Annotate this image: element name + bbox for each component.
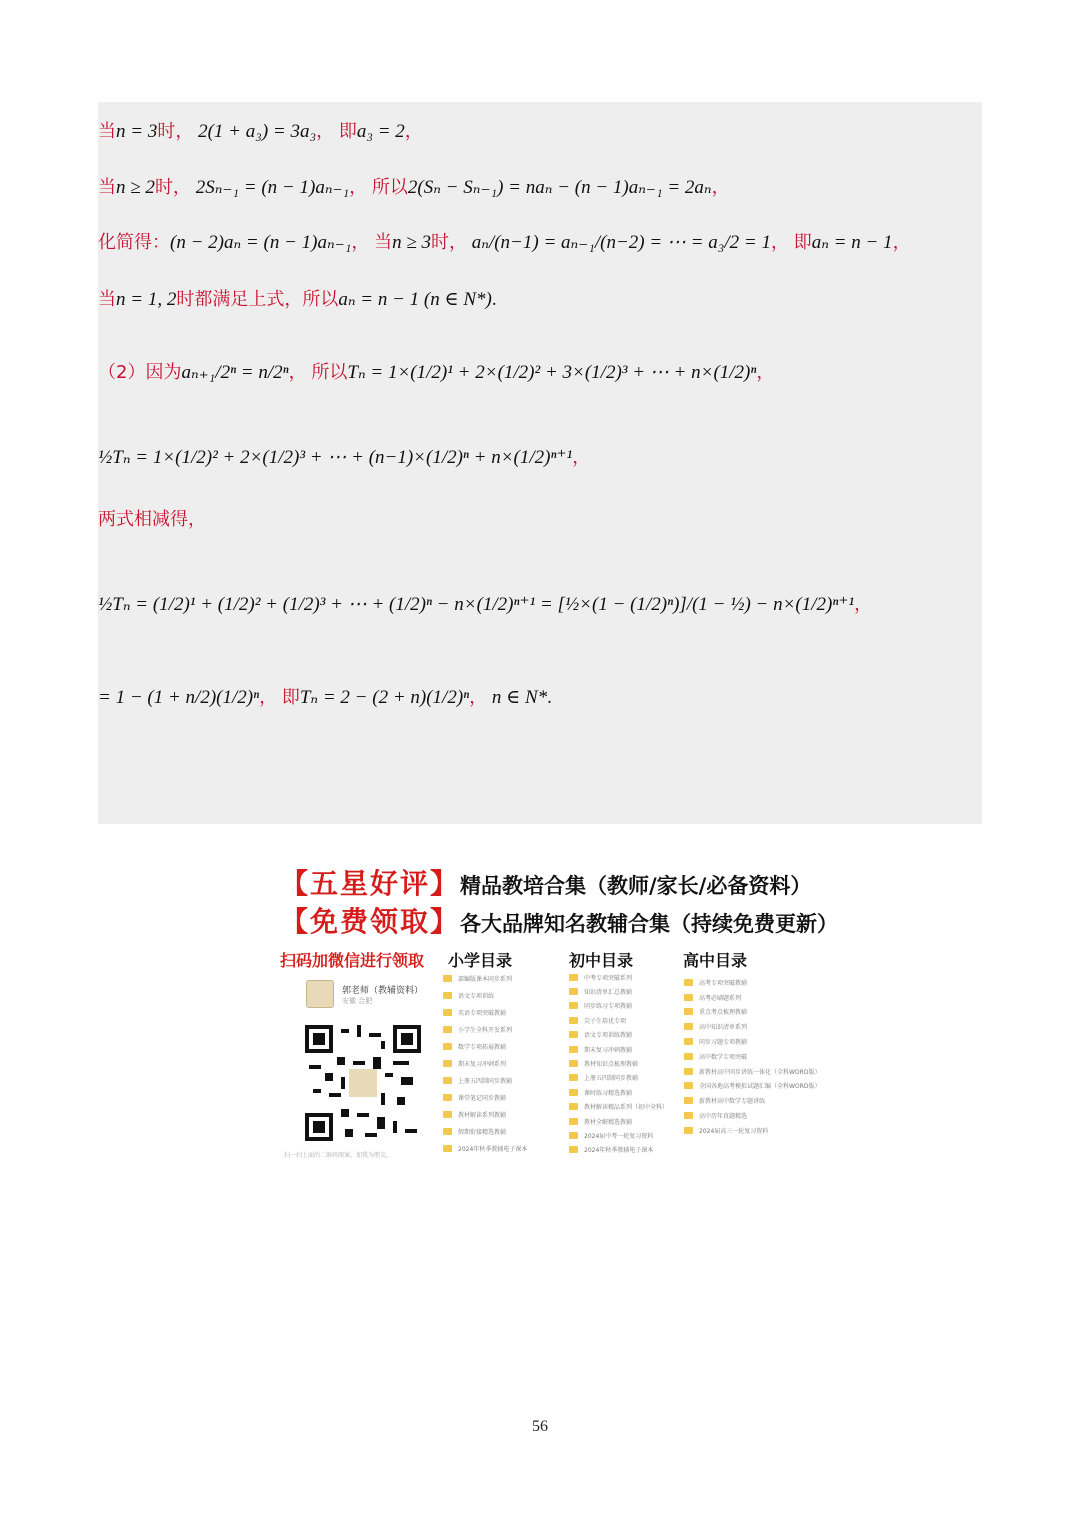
- text-shi: 时，: [157, 121, 194, 142]
- part2-line: [98, 360, 774, 386]
- math-difference-relation: 2(Sₙ − Sₙ₋₁) = naₙ − (n − 1)aₙ₋₁ = 2aₙ: [407, 177, 712, 198]
- folder-label: 同步习题专项教辅: [699, 1039, 748, 1047]
- folder-item[interactable]: [443, 1021, 527, 1038]
- folder-icon: [569, 1132, 578, 1139]
- folder-icon: [569, 988, 578, 995]
- folder-icon: [684, 1082, 693, 1089]
- folder-label: 小学生全科开发系列: [458, 1027, 513, 1034]
- text-shi: 时，: [154, 177, 191, 198]
- advert-brands-text: 各大品牌知名教辅合集（持续免费更新）: [460, 912, 839, 936]
- text-shi: 时，: [431, 232, 467, 253]
- comma: ，: [756, 362, 775, 383]
- folder-item[interactable]: [443, 1089, 527, 1106]
- folder-icon: [443, 1026, 452, 1033]
- simplify-line: [98, 230, 911, 256]
- folder-label: 2024年秋季教辅电子课本: [458, 1146, 528, 1153]
- folder-icon: [443, 1009, 452, 1016]
- math-equation-a3: 2(1 + a₃) = 3a₃: [198, 121, 317, 142]
- folder-item[interactable]: [569, 1143, 668, 1157]
- folder-icon: [443, 992, 452, 999]
- math-geometric-difference: ½Tₙ = (1/2)¹ + (1/2)² + (1/2)³ + ⋯ + (1/2)ⁿ − n×(1/2)ⁿ⁺¹ = [½×(1 − (1/2)ⁿ)]/(1 − ½) − n×(1/2)ⁿ⁺¹: [98, 594, 855, 615]
- folder-item[interactable]: [443, 987, 527, 1004]
- folder-label: 知识清单汇总教辅: [584, 989, 633, 997]
- folder-label: 教材解读精品系列（初中全科）: [584, 1104, 669, 1112]
- folder-item[interactable]: [684, 1049, 820, 1064]
- advert-free-label: 【免费领取】: [280, 905, 461, 938]
- text-dang: 当: [98, 121, 116, 142]
- folder-label: 高考专项突破教辅: [699, 979, 748, 987]
- folder-label: 语文专项训练教辅: [584, 1032, 633, 1040]
- folder-icon: [684, 1053, 693, 1060]
- folder-icon: [443, 1111, 452, 1118]
- folder-item[interactable]: [569, 1028, 668, 1042]
- folder-icon: [569, 1118, 578, 1125]
- advert-collection-text: 精品教培合集（教师/家长/必备资料）: [460, 874, 812, 898]
- comma: ，: [892, 232, 911, 253]
- math-n-eq-1-2: n = 1, 2: [116, 289, 177, 310]
- folder-item[interactable]: [569, 1071, 668, 1085]
- folder-icon: [684, 1097, 693, 1104]
- folder-item[interactable]: [569, 970, 668, 984]
- folder-label: 上册五四制同步教辅: [584, 1075, 639, 1083]
- folder-label: 全国各地高考模拟试题汇编（全科WORD版）: [699, 1083, 821, 1091]
- folder-item[interactable]: [569, 1042, 668, 1056]
- advert-banner: [280, 862, 839, 1162]
- advert-line-2: [280, 900, 838, 940]
- middle-catalog-title: 初中目录: [569, 951, 634, 970]
- folder-item[interactable]: [443, 970, 527, 987]
- text-simplify-label: 化简得：: [98, 232, 170, 253]
- folder-icon: [569, 1074, 578, 1081]
- folder-item[interactable]: [443, 1004, 527, 1021]
- folder-label: 尖子生培优专项: [584, 1017, 627, 1025]
- folder-icon: [443, 975, 452, 982]
- math-an-formula: aₙ = n − 1: [811, 232, 893, 253]
- folder-icon: [684, 1023, 693, 1030]
- math-sum-relation: 2Sₙ₋₁ = (n − 1)aₙ₋₁: [195, 177, 350, 198]
- folder-label: 高考必刷题系列: [699, 994, 742, 1002]
- folder-label: 假期衔接精选教辅: [458, 1129, 507, 1136]
- folder-label: 期末复习冲刺系列: [458, 1061, 507, 1068]
- math-half-Tn-sum: ½Tₙ = 1×(1/2)² + 2×(1/2)³ + ⋯ + (n−1)×(1/2)ⁿ + n×(1/2)ⁿ⁺¹: [98, 447, 573, 468]
- folder-label: 2024届中考一轮复习资料: [584, 1132, 654, 1140]
- primary-catalog-title: 小学目录: [448, 951, 513, 970]
- folder-label: 英语专项突破教辅: [458, 1010, 507, 1017]
- folder-label: 语文专项训练: [458, 993, 495, 1000]
- folder-item[interactable]: [569, 1100, 668, 1114]
- folder-icon: [569, 1002, 578, 1009]
- folder-icon: [684, 1068, 693, 1075]
- folder-item[interactable]: [443, 1123, 527, 1140]
- comma: ，: [259, 687, 278, 708]
- folder-icon: [443, 1043, 452, 1050]
- comma: ，: [316, 121, 335, 142]
- case-n3-line: [98, 119, 423, 145]
- folder-label: 高中历年真题精选: [699, 1113, 748, 1121]
- period: .: [491, 289, 497, 310]
- folder-label: 教材全解精选教辅: [584, 1118, 633, 1126]
- folder-label: 课堂笔记同步教辅: [458, 1095, 507, 1102]
- folder-item[interactable]: [684, 1079, 820, 1094]
- folder-label: 2024届高三一轮复习资料: [699, 1127, 769, 1135]
- folder-label: 新教材高中数学专题讲练: [699, 1098, 766, 1106]
- comma: ，: [404, 121, 423, 142]
- folder-icon: [443, 1094, 452, 1101]
- text-ji: 即: [281, 687, 300, 708]
- difference-line: [98, 592, 872, 618]
- comma: ，: [469, 687, 488, 708]
- math-simplified: (n − 2)aₙ = (n − 1)aₙ₋₁: [170, 232, 352, 253]
- period: .: [547, 687, 552, 708]
- folder-label: 课时练习精选教辅: [584, 1089, 633, 1097]
- math-an-general: aₙ = n − 1 (n ∈ N*): [338, 289, 492, 310]
- folder-label: 教材解读系列教辅: [458, 1112, 507, 1119]
- folder-label: 高中数学专项突破: [699, 1053, 748, 1061]
- folder-icon: [443, 1128, 452, 1135]
- folder-label: 高中知识清单系列: [699, 1024, 748, 1032]
- comma: ，: [351, 232, 370, 253]
- comma: ，: [770, 232, 789, 253]
- folder-item[interactable]: [569, 1085, 668, 1099]
- folder-icon: [569, 1046, 578, 1053]
- subtract-line: [98, 507, 206, 533]
- folder-item[interactable]: [569, 1013, 668, 1027]
- folder-icon: [684, 979, 693, 986]
- math-term-relation: aₙ₊₁/2ⁿ = n/2ⁿ: [181, 362, 289, 383]
- primary-catalog-list: [443, 970, 527, 1157]
- high-catalog-title: 高中目录: [683, 951, 748, 970]
- math-n-domain: n ∈ N*: [491, 687, 548, 708]
- folder-item[interactable]: [569, 984, 668, 998]
- contact-name: 郭老师（教辅资料）: [342, 985, 424, 996]
- folder-item[interactable]: [569, 1114, 668, 1128]
- folder-item[interactable]: [684, 1019, 820, 1034]
- qr-caption: 扫一扫上面的二维码图案，加我为朋友。: [284, 1152, 393, 1159]
- advert-line-1: [280, 862, 811, 902]
- folder-item[interactable]: [684, 1034, 820, 1049]
- text-all-satisfy: 时都满足上式，所以: [176, 289, 339, 310]
- folder-item[interactable]: [569, 1128, 668, 1142]
- folder-label: 上册五四制同步教辅: [458, 1078, 513, 1085]
- case-n-ge-2-line: [98, 175, 730, 201]
- comma: ，: [288, 362, 307, 383]
- avatar: [306, 980, 334, 1008]
- half-T-line: [98, 445, 590, 471]
- conclusion-1-line: [98, 287, 497, 313]
- math-n-eq-3: n = 3: [116, 121, 158, 142]
- folder-icon: [569, 1017, 578, 1024]
- folder-item[interactable]: [684, 1123, 820, 1138]
- folder-item[interactable]: [443, 1072, 527, 1089]
- math-n-ge-2: n ≥ 2: [116, 177, 155, 198]
- folder-item[interactable]: [443, 1140, 527, 1157]
- folder-item[interactable]: [443, 1038, 527, 1055]
- comma: ，: [349, 177, 368, 198]
- folder-icon: [684, 1008, 693, 1015]
- math-n-ge-3: n ≥ 3: [392, 232, 431, 253]
- folder-icon: [684, 1112, 693, 1119]
- folder-item[interactable]: [684, 1108, 820, 1123]
- high-catalog-list: [684, 975, 820, 1138]
- comma: ，: [711, 177, 730, 198]
- math-Tn-result: Tₙ = 2 − (2 + n)(1/2)ⁿ: [299, 687, 470, 708]
- folder-label: 同步练习专项教辅: [584, 1003, 633, 1011]
- folder-icon: [443, 1077, 452, 1084]
- folder-icon: [443, 1060, 452, 1067]
- folder-item[interactable]: [684, 975, 820, 990]
- folder-label: 数学专项拓展教辅: [458, 1044, 507, 1051]
- text-suoyi: 所以: [371, 177, 408, 198]
- page-number: 56: [532, 1418, 548, 1435]
- folder-icon: [684, 994, 693, 1001]
- math-a3-value: a₃ = 2: [356, 121, 405, 142]
- scan-label: 扫码加微信进行领取: [280, 951, 425, 970]
- folder-item[interactable]: [443, 1055, 527, 1072]
- folder-label: 期末复习冲刺教辅: [584, 1046, 633, 1054]
- text-part2-label: （2）因为: [98, 362, 182, 383]
- folder-item[interactable]: [443, 1106, 527, 1123]
- folder-label: 部编版课本同步系列: [458, 976, 513, 983]
- text-dang: 当: [98, 289, 116, 310]
- comma: ，: [854, 594, 873, 615]
- text-ji: 即: [338, 121, 357, 142]
- folder-item[interactable]: [684, 990, 820, 1005]
- math-Tn-sum: Tₙ = 1×(1/2)¹ + 2×(1/2)² + 3×(1/2)³ + ⋯ + n×(1/2)ⁿ: [347, 362, 757, 383]
- advert-five-star-label: 【五星好评】: [280, 867, 461, 900]
- solution-panel: [98, 102, 982, 824]
- text-dang: 当: [98, 177, 116, 198]
- folder-label: 重点考点梳理教辅: [699, 1009, 748, 1017]
- folder-item[interactable]: [569, 999, 668, 1013]
- math-ratio-chain: aₙ/(n−1) = aₙ₋₁/(n−2) = ⋯ = a₃/2 = 1: [471, 232, 771, 253]
- folder-item[interactable]: [569, 1056, 668, 1070]
- folder-label: 新教材高中同步讲练一体化（全科WORD版）: [699, 1068, 821, 1076]
- folder-icon: [684, 1038, 693, 1045]
- folder-item[interactable]: [684, 1064, 820, 1079]
- comma: ，: [572, 447, 591, 468]
- text-suoyi: 所以: [311, 362, 348, 383]
- folder-icon: [569, 1031, 578, 1038]
- middle-catalog-list: [569, 970, 668, 1157]
- folder-icon: [569, 1103, 578, 1110]
- folder-label: 2024年秋季教辅电子课本: [584, 1147, 654, 1155]
- folder-icon: [569, 974, 578, 981]
- folder-icon: [569, 1146, 578, 1153]
- folder-icon: [684, 1127, 693, 1134]
- folder-icon: [569, 1060, 578, 1067]
- folder-icon: [443, 1145, 452, 1152]
- math-final-expression: = 1 − (1 + n/2)(1/2)ⁿ: [98, 687, 260, 708]
- folder-label: 教材知识点梳理教辅: [584, 1061, 639, 1069]
- folder-item[interactable]: [684, 1093, 820, 1108]
- text-dang: 当: [374, 232, 393, 253]
- folder-item[interactable]: [684, 1005, 820, 1020]
- folder-label: 中考专项突破系列: [584, 974, 633, 982]
- qr-code-image[interactable]: [304, 1025, 422, 1141]
- text-subtract-label: 两式相减得，: [98, 509, 206, 530]
- final-line: [98, 685, 552, 711]
- folder-icon: [569, 1089, 578, 1096]
- contact-location: 安徽 合肥: [342, 996, 373, 1005]
- wechat-contact-card: [306, 980, 423, 1008]
- text-ji: 即: [793, 232, 812, 253]
